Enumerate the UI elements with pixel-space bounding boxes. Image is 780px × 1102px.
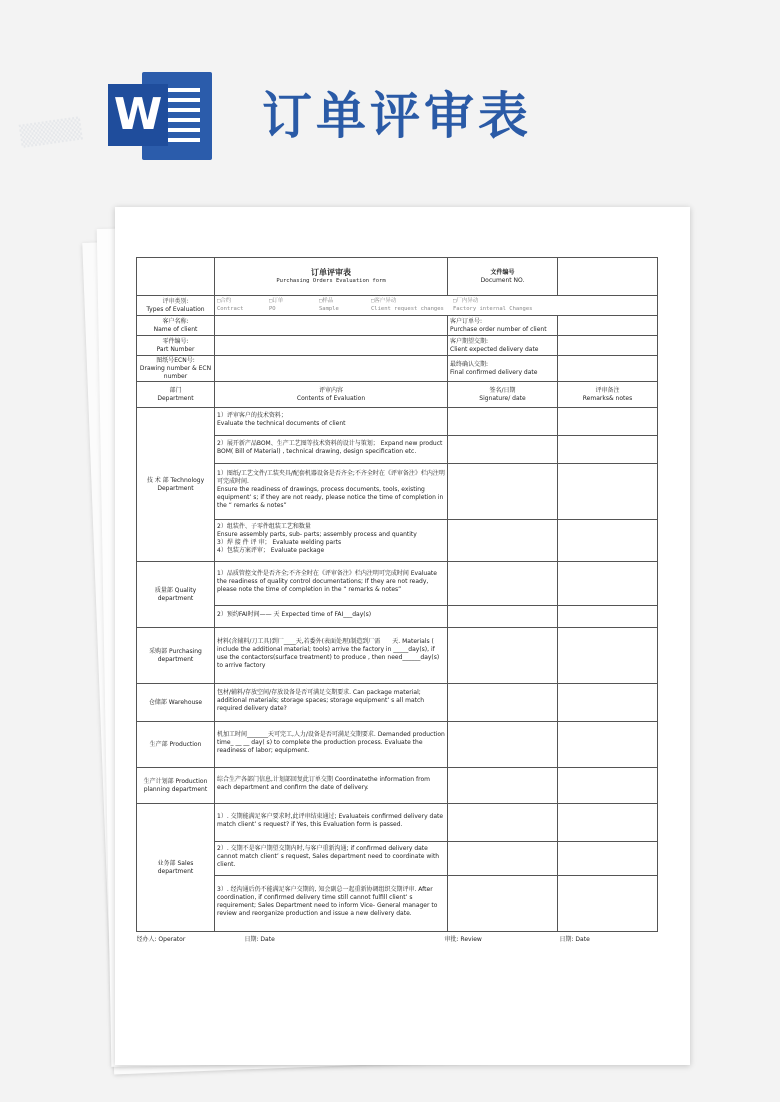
quality-remarks-1[interactable] [558,562,658,606]
final-date-label: 最终确认交期: Final confirmed delivery date [448,356,558,382]
eval-option-sample[interactable]: □样品 Sample [319,298,339,312]
production-signature[interactable] [448,722,558,768]
tech-content-4: 2）组装件、子零件组装工艺和数量 Ensure assembly parts, sub- parts; assembly process and quantity 3）焊 接 件 评 审； Evaluate welding parts 4）包装方案评审； Evaluate package [215,520,448,562]
sales-remarks-2[interactable] [558,842,658,876]
col-header-contents: 评审内容 Contents of Evaluation [215,382,448,408]
dept-purchasing: 采购部 Purchasing department [137,628,215,684]
tech-content-3: 1）图纸/工艺文件/工装夹具/配套机器设备是否齐全;不齐全时在《评审备注》栏内注明可完成时间. Ensure the readiness of drawings, process documents, tools, existing equipment’ s; if they are not ready, please notice the time of completion in the “ remarks & notes” [215,464,448,520]
title-left-cell [137,258,215,296]
sales-signature-2[interactable] [448,842,558,876]
review-label: 审批: Review [444,936,482,944]
quality-content-2: 2）预约FAI时间—— 天 Expected time of FAI___day(s) [215,606,448,628]
sales-signature-1[interactable] [448,804,558,842]
purchasing-content: 材料(含辅料/刀工具)到厂____天,若委外(表面处理)制造到厂需 天. Materials ( include the additional material; tools) arrive the factory in _____day(s), if use the contactors(surface treatment) to produce , then need______day(s) to arrive factory [215,628,448,684]
tech-remarks-4[interactable] [558,520,658,562]
document-no-label-cell [448,258,558,296]
sales-signature-3[interactable] [448,876,558,932]
eval-type-cn: 评审类别: [162,297,189,305]
watermark: ▒▒▒▒ [18,115,83,149]
po-number-label: 客户订单号: Purchase order number of client [448,316,558,336]
client-name-field[interactable] [215,316,448,336]
dept-quality: 质量部 Quality department [137,562,215,628]
dept-production: 生产部 Production [137,722,215,768]
page-title: 订单评审表 [262,87,532,145]
date-label-1: 日期: Date [244,936,275,944]
sales-remarks-1[interactable] [558,804,658,842]
expected-date-label: 客户期望交期: Client expected delivery date [448,336,558,356]
po-number-field[interactable] [558,316,658,336]
sales-content-3: 3）. 经沟通后仍不能满足客户交期的, 知会副总一起重新协调组织交期评审. After coordination, if confirmed delivery time still cannot fulfill client’ s requirement; Sales Department need to inform Vice- General manager to review and reorganize production and issue a new delivery date. [215,876,448,932]
eval-option-client-changes[interactable]: □客户异动 Client request changes [371,298,444,312]
word-icon-letter: W [108,84,168,146]
evaluation-form-table [136,257,658,948]
quality-signature-2[interactable] [448,606,558,628]
planning-signature[interactable] [448,768,558,804]
dept-technology: 技 术 部 Technology Department [137,408,215,562]
form-title-en: Purchasing Orders Evaluation form [276,278,386,285]
tech-signature-4[interactable] [448,520,558,562]
tech-remarks-3[interactable] [558,464,658,520]
tech-signature-1[interactable] [448,408,558,436]
tech-content-1: 1）评审客户的技术资料； Evaluate the technical documents of client [215,408,448,436]
warehouse-content: 包材/辅料/存放空间/存放设备是否可满足交期要求. Can package material; additional materials; storage spaces; storage equipment’ s all match required delivery date? [215,684,448,722]
form-title-cell [215,258,448,296]
quality-content-1: 1）品质管控文件是否齐全;不齐全时在《评审备注》栏内注明可完成时间 Evaluate the readiness of quality control documentations; If they are not ready, please note the time of completion in the “ remarks & notes” [215,562,448,606]
expected-date-field[interactable] [558,336,658,356]
planning-remarks[interactable] [558,768,658,804]
document-no-en: Document NO. [480,276,525,284]
eval-type-options [215,296,658,316]
warehouse-remarks[interactable] [558,684,658,722]
col-header-remarks: 评审备注 Remarks& notes [558,382,658,408]
col-header-department: 部门 Department [137,382,215,408]
quality-remarks-2[interactable] [558,606,658,628]
eval-type-label [137,296,215,316]
production-remarks[interactable] [558,722,658,768]
operator-label: 经办人: Operator [136,936,186,944]
tech-signature-2[interactable] [448,436,558,464]
date-label-2: 日期: Date [559,936,590,944]
client-name-label: 客户名称: Name of client [137,316,215,336]
col-header-signature: 签名/日期 Signature/ date [448,382,558,408]
dept-sales: 业务部 Sales department [137,804,215,932]
eval-option-contract[interactable]: □合约 Contract [217,298,244,312]
drawing-number-label: 图纸号ECN号: Drawing number & ECN number [137,356,215,382]
drawing-number-field[interactable] [215,356,448,382]
sales-content-2: 2）. 交期不是客户期望交期内时,与客户重新沟通; if confirmed delivery date cannot match client’ s request, Sales department need to coordinate with client. [215,842,448,876]
sales-remarks-3[interactable] [558,876,658,932]
form-title-cn: 订单评审表 [311,267,351,277]
dept-planning: 生产计划部 Production planning department [137,768,215,804]
purchasing-signature[interactable] [448,628,558,684]
document-no-value[interactable] [558,258,658,296]
purchasing-remarks[interactable] [558,628,658,684]
tech-remarks-2[interactable] [558,436,658,464]
quality-signature-1[interactable] [448,562,558,606]
warehouse-signature[interactable] [448,684,558,722]
word-icon [108,72,212,160]
part-number-label: 零件编号: Part Number [137,336,215,356]
tech-remarks-1[interactable] [558,408,658,436]
sales-content-1: 1）. 交期能满足客户要求时,此评审结束通过; Evaluateis confirmed delivery date match client’ s request? if Yes, this Evaluation form is passed. [215,804,448,842]
tech-content-2: 2）展开新产品BOM、生产工艺图等技术资料的设计与策划； Expand new product BOM( Bill of Material) , technical drawing, design specification etc. [215,436,448,464]
eval-type-en: Types of Evaluation [146,305,205,313]
form-footer [137,932,658,948]
part-number-field[interactable] [215,336,448,356]
production-content: 机加工时间_______天可完工,人力/设备是否可满足交期要求. Demanded production time_ __ __ day( s) to complete the production process. Evaluate the readiness of labor; equipment. [215,722,448,768]
eval-option-po[interactable]: □订单 PO [269,298,284,312]
final-date-field[interactable] [558,356,658,382]
document-no-cn: 文件编号 [490,268,515,276]
planning-content: 综合生产各部门信息,计划部回复此订单交期 Coordinatethe information from each department and confirm the date of delivery. [215,768,448,804]
tech-signature-3[interactable] [448,464,558,520]
eval-option-factory-changes[interactable]: □厂内异动 Factory internal Changes [453,298,533,312]
dept-warehouse: 仓储部 Warehouse [137,684,215,722]
